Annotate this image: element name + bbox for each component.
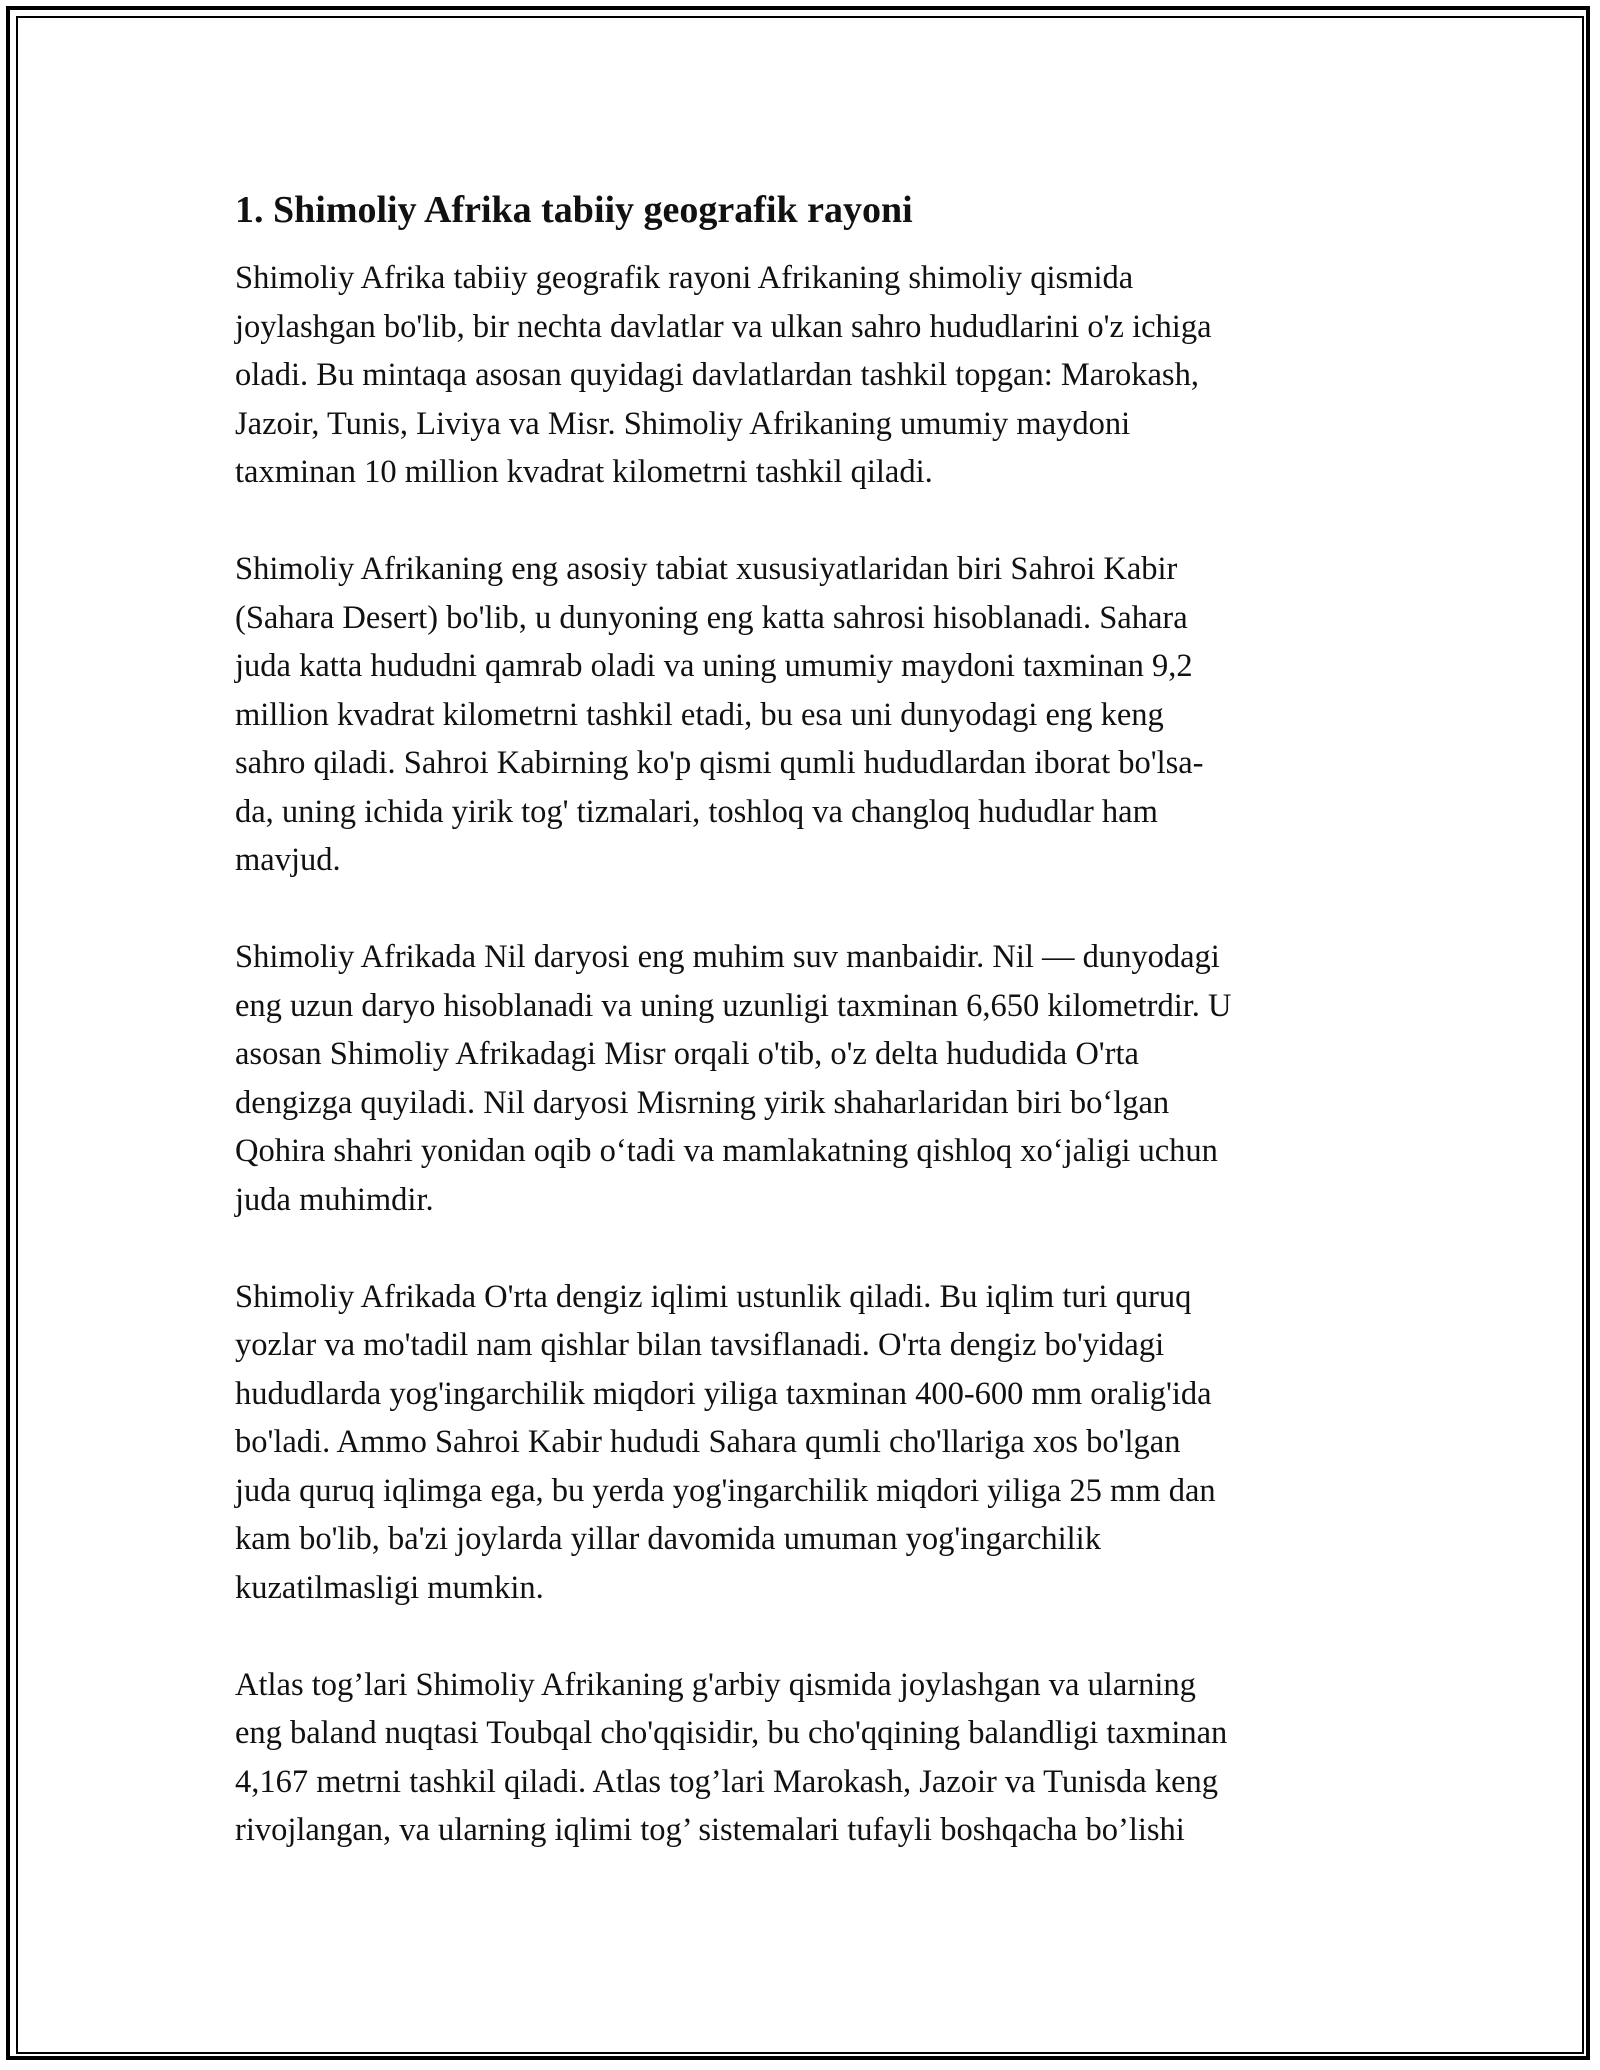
section-heading: 1. Shimoliy Afrika tabiiy geografik rayoni xyxy=(235,189,913,231)
paragraph-atlas-mountains: Atlas tog’lari Shimoliy Afrikaning g'arbiy qismida joylashgan va ularning eng baland nuqtasi Toubqal cho'qqisidir, bu cho'qqining balandligi taxminan 4,167 metrni tashkil qiladi. Atlas tog’lari Marokash, Jazoir va Tunisda keng rivojlangan, va ularning iqlimi tog’ sistemalari tufayli boshqacha bo’lishi xyxy=(235,1666,1228,1848)
paragraph-region-overview: Shimoliy Afrika tabiiy geografik rayoni Afrikaning shimoliy qismida joylashgan bo'lib, bir nechta davlatlar va ulkan sahro hududlarini o'z ichiga oladi. Bu mintaqa asosan quyidagi davlatlardan tashkil topgan: Marokash, Jazoir, Tunis, Liviya va Misr. Shimoliy Afrikaning umumiy maydoni taxminan 10 million kvadrat kilometrni tashkil qiladi. xyxy=(235,260,1212,490)
paragraph-nile: Shimoliy Afrikada Nil daryosi eng muhim suv manbaidir. Nil — dunyodagi eng uzun daryo hisoblanadi va uning uzunligi taxminan 6,650 kilometrdir. U asosan Shimoliy Afrikadagi Misr orqali o'tib, o'z delta hududida O'rta dengizga quyiladi. Nil daryosi Misrning yirik shaharlaridan biri bo‘lgan Qohira shahri yonidan oqib o‘tadi va mamlakatning qishloq xo‘jaligi uchun juda muhimdir. xyxy=(235,939,1232,1218)
paragraph-sahara: Shimoliy Afrikaning eng asosiy tabiat xususiyatlaridan biri Sahroi Kabir (Sahara Desert) bo'lib, u dunyoning eng katta sahrosi hisoblanadi. Sahara juda katta hududni qamrab oladi va uning umumiy maydoni taxminan 9,2 million kvadrat kilometrni tashkil etadi, bu esa uni dunyodagi eng keng sahro qiladi. Sahroi Kabirning ko'p qismi qumli hududlardan iborat bo'lsa- da, uning ichida yirik tog' tizmalari, toshloq va changloq hududlar ham mavjud. xyxy=(235,551,1204,878)
paragraph-climate: Shimoliy Afrikada O'rta dengiz iqlimi ustunlik qiladi. Bu iqlim turi quruq yozlar va mo'tadil nam qishlar bilan tavsiflanadi. O'rta dengiz bo'yidagi hududlarda yog'ingarchilik miqdori yiliga taxminan 400-600 mm oralig'ida bo'ladi. Ammo Sahroi Kabir hududi Sahara qumli cho'llariga xos bo'lgan juda quruq iqlimga ega, bu yerda yog'ingarchilik miqdori yiliga 25 mm dan kam bo'lib, ba'zi joylarda yillar davomida umuman yog'ingarchilik kuzatilmasligi mumkin. xyxy=(235,1278,1216,1606)
document-body xyxy=(235,186,1370,1855)
